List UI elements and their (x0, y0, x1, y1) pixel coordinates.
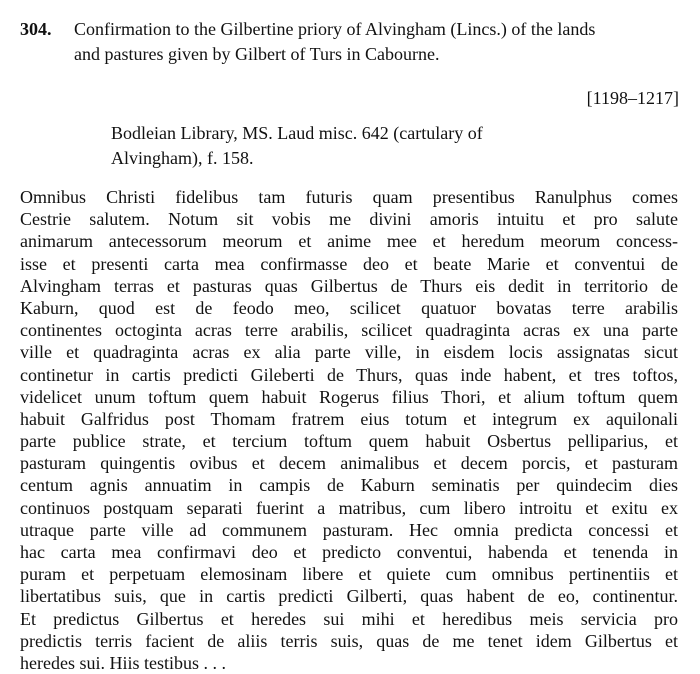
body-text-line: Et predictus Gilbertus et heredes sui mihi et heredibus meis servicia pro (20, 608, 678, 629)
body-text-line: ville et quadraginta acras ex alia parte ville, in eisdem locis assignatas sicut (20, 342, 678, 363)
body-text-line: puram et perpetuam elemosinam libere et quiete cum omnibus pertinentiis et (20, 564, 678, 585)
body-text-line: utraque parte ville ad communem pasturam. Hec omnia predicta concessi et (20, 519, 678, 540)
document-body-text (20, 186, 680, 674)
body-text-line: animarum antecessorum meorum et anime mee et heredum meorum concess- (20, 231, 678, 252)
body-text-line: hac carta mea confirmavi deo et predicto conventui, habenda et tenenda in (20, 542, 678, 562)
body-text-line: heredes sui. Hiis testibus . . . (20, 652, 226, 673)
body-text-line: continuos postquam separati fuerint a matribus, cum libero introitu et exitu ex (20, 497, 678, 518)
document-title (74, 17, 686, 67)
document-source-line: Bodleian Library, MS. Laud misc. 642 (cartulary of (111, 123, 483, 143)
body-text-line: Alvingham terras et pasturas quas Gilbertus de Thurs eis dedit in territorio de (20, 275, 678, 296)
document-source (111, 121, 631, 171)
document-title-line: Confirmation to the Gilbertine priory of Alvingham (Lincs.) of the lands (74, 19, 596, 39)
body-text-line: pasturam quingentis ovibus et decem animalibus et decem porcis, et pasturam (20, 453, 678, 474)
body-text-line: continentes octoginta acras terre arabilis, scilicet quadraginta acras ex una parte (20, 320, 678, 341)
document-number: 304. (20, 19, 52, 39)
body-text-line: predictis terris facient de aliis terris suis, quas de me tenet idem Gilbertus et (20, 630, 678, 651)
body-text-line: Omnibus Christi fidelibus tam futuris quam presentibus Ranulphus comes (20, 187, 678, 207)
body-text-line: continetur in cartis predicti Gileberti de Thurs, quas inde habent, et tres toftos, (20, 364, 678, 385)
body-text-line: parte publice strate, et tercium toftum quem habuit Osbertus pelliparius, et (20, 431, 678, 452)
body-text-line: libertatibus suis, que in cartis predicti Gilberti, quas habent de eo, continentur. (20, 586, 678, 607)
document-title-line: and pastures given by Gilbert of Turs in Cabourne. (74, 44, 440, 64)
body-text-line: centum agnis annuatim in campis de Kaburn seminatis per quindecim dies (20, 475, 678, 496)
body-text-line: Cestrie salutem. Notum sit vobis me divini amoris intuitu et pro salute (20, 209, 678, 230)
body-text-line: videlicet unum toftum quem habuit Rogerus filius Thori, et alium toftum quem (20, 386, 678, 407)
body-text-line: isse et presenti carta mea confirmasse deo et beate Marie et conventui de (20, 253, 678, 274)
body-text-line: habuit Galfridus post Thomam fratrem eius totum et integrum ex aquilonali (20, 408, 678, 429)
document-source-line: Alvingham), f. 158. (111, 148, 254, 168)
body-text-line: Kaburn, quod est de feodo meo, scilicet quatuor bovatas terre arabilis (20, 297, 678, 318)
document-date: [1198–1217] (586, 88, 679, 108)
